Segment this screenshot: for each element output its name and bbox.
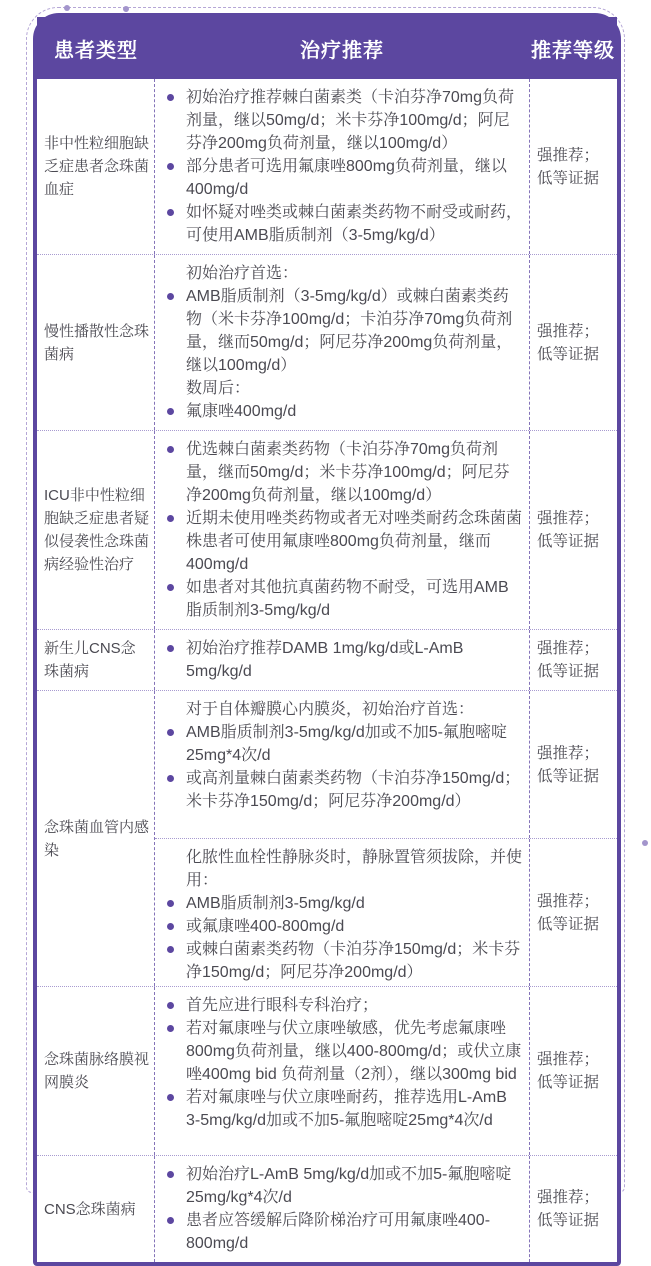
treatment-bullet-item: AMB脂质制剂（3-5mg/kg/d）或棘白菌素类药物（米卡芬净100mg/d；卡泊芬净70mg负荷剂量，继而50mg/d；阿尼芬净200mg负荷剂量，继以100mg/d） — [163, 285, 523, 377]
treatment-cell — [155, 431, 529, 629]
treatment-subrow — [155, 691, 617, 838]
treatment-subrow — [155, 79, 617, 254]
treatment-subrow — [155, 255, 617, 430]
treatment-subrows — [155, 691, 617, 986]
patient-type-label: 非中性粒细胞缺乏症患者念珠菌血症 — [44, 135, 150, 198]
grade-text: 强推荐； — [537, 510, 600, 527]
frame-bead-dot — [64, 5, 70, 11]
table-row — [37, 254, 617, 430]
treatment-bullet-item: 优选棘白菌素类药物（卡泊芬净70mg负荷剂量，继而50mg/d；米卡芬净100mg/d；阿尼芬净200mg负荷剂量，继以100mg/d） — [163, 438, 523, 507]
treatment-subrow — [155, 1156, 617, 1262]
treatment-recommendation-table — [33, 13, 621, 1266]
grade-cell — [529, 79, 617, 254]
treatment-subrows — [155, 630, 617, 690]
treatment-lead-line: 数周后： — [186, 380, 251, 397]
treatment-bullet-item: AMB脂质制剂3-5mg/kg/d加或不加5-氟胞嘧啶25mg*4次/d — [163, 721, 523, 767]
grade-text: 强推荐； — [537, 892, 600, 910]
treatment-subrow — [155, 987, 617, 1155]
grade-cell — [529, 987, 617, 1155]
treatment-subrows — [155, 987, 617, 1155]
treatment-bullet-item: 初始治疗推荐棘白菌素类（卡泊芬净70mg负荷剂量，继以50mg/d；米卡芬净100mg/d；阿尼芬净200mg负荷剂量，继以100mg/d） — [163, 86, 523, 155]
treatment-bullet-item: 氟康唑400mg/d — [163, 400, 523, 423]
header-patient-type: 患者类型 — [54, 39, 138, 62]
treatment-bullet-item: AMB脂质制剂3-5mg/kg/d — [163, 892, 523, 915]
grade-cell — [529, 431, 617, 629]
treatment-bullet-item: 初始治疗L-AmB 5mg/kg/d加或不加5-氟胞嘧啶25mg/kg*4次/d — [163, 1163, 523, 1209]
treatment-bullet-item: 部分患者可选用氟康唑800mg负荷剂量，继以400mg/d — [163, 155, 523, 201]
table-header-row — [37, 17, 617, 79]
grade-text: 低等证据 — [537, 533, 600, 550]
patient-type-label: 新生儿CNS念珠菌病 — [44, 640, 136, 680]
grade-text: 低等证据 — [537, 1212, 600, 1229]
treatment-subrows — [155, 79, 617, 254]
treatment-lead-line: 化脓性血栓性静脉炎时，静脉置管须拔除，并使用： — [186, 849, 523, 889]
grade-cell — [529, 255, 617, 430]
grade-cell — [529, 839, 617, 986]
patient-type-label: 念珠菌血管内感染 — [44, 818, 150, 859]
table-body — [37, 79, 617, 1262]
grade-text: 强推荐； — [537, 640, 600, 657]
treatment-subrow — [155, 838, 617, 986]
treatment-cell — [155, 79, 529, 254]
treatment-bullet-item: 若对氟康唑与伏立康唑耐药，推荐选用L-AmB 3-5mg/kg/d加或不加5-氟胞嘧啶25mg*4次/d — [163, 1086, 523, 1132]
treatment-bullet-item: 患者应答缓解后降阶梯治疗可用氟康唑400-800mg/d — [163, 1209, 523, 1255]
treatment-subrow — [155, 630, 617, 690]
grade-text: 低等证据 — [537, 663, 600, 680]
treatment-cell — [155, 630, 529, 690]
grade-cell — [529, 630, 617, 690]
patient-type-label: 慢性播散性念珠菌病 — [44, 322, 150, 363]
patient-type-label: ICU非中性粒细胞缺乏症患者疑似侵袭性念珠菌病经验性治疗 — [44, 487, 150, 573]
patient-type-cell — [37, 987, 155, 1155]
table-row — [37, 629, 617, 690]
grade-text: 强推荐； — [537, 1051, 600, 1068]
table-row — [37, 1155, 617, 1262]
treatment-subrows — [155, 431, 617, 629]
grade-text: 强推荐； — [537, 146, 600, 164]
treatment-lead-line: 初始治疗首选： — [186, 265, 299, 282]
treatment-cell — [155, 839, 529, 986]
patient-type-cell — [37, 79, 155, 254]
grade-text: 低等证据 — [537, 345, 600, 363]
table-row — [37, 986, 617, 1155]
table-row — [37, 79, 617, 254]
header-treatment-recommendation: 治疗推荐 — [300, 39, 384, 62]
grade-text: 强推荐； — [537, 1189, 600, 1206]
treatment-cell — [155, 255, 529, 430]
grade-text: 低等证据 — [537, 915, 600, 933]
patient-type-label: CNS念珠菌病 — [44, 1200, 136, 1218]
grade-text: 强推荐； — [537, 744, 600, 762]
grade-text: 强推荐； — [537, 322, 600, 340]
treatment-lead-line: 对于自体瓣膜心内膜炎，初始治疗首选： — [186, 701, 475, 718]
patient-type-cell — [37, 1156, 155, 1262]
grade-text: 低等证据 — [537, 169, 600, 187]
patient-type-cell — [37, 630, 155, 690]
treatment-bullet-item: 或棘白菌素类药物（卡泊芬净150mg/d；米卡芬净150mg/d；阿尼芬净200mg/d） — [163, 938, 523, 984]
grade-cell — [529, 1156, 617, 1262]
table-row — [37, 430, 617, 629]
treatment-subrow — [155, 431, 617, 629]
treatment-bullet-item: 如患者对其他抗真菌药物不耐受，可选用AMB脂质制剂3-5mg/kg/d — [163, 576, 523, 622]
treatment-bullet-item: 或氟康唑400-800mg/d — [163, 915, 523, 938]
treatment-cell — [155, 1156, 529, 1262]
treatment-bullet-item: 若对氟康唑与伏立康唑敏感，优先考虑氟康唑800mg负荷剂量，继以400-800mg/d；或伏立康唑400mg bid 负荷剂量（2剂），继以300mg bid — [163, 1017, 523, 1086]
grade-text: 低等证据 — [537, 767, 600, 785]
frame-bead-dot — [642, 840, 648, 846]
grade-cell — [529, 691, 617, 838]
patient-type-cell — [37, 691, 155, 986]
patient-type-cell — [37, 255, 155, 430]
treatment-subrows — [155, 255, 617, 430]
header-recommendation-grade: 推荐等级 — [531, 39, 615, 62]
treatment-bullet-item: 近期未使用唑类药物或者无对唑类耐药念珠菌菌株患者可使用氟康唑800mg负荷剂量，继而400mg/d — [163, 507, 523, 576]
treatment-cell — [155, 987, 529, 1155]
treatment-cell — [155, 691, 529, 838]
patient-type-label: 念珠菌脉络膜视网膜炎 — [44, 1051, 150, 1091]
treatment-subrows — [155, 1156, 617, 1262]
treatment-bullet-item: 或高剂量棘白菌素类药物（卡泊芬净150mg/d；米卡芬净150mg/d；阿尼芬净200mg/d） — [163, 767, 523, 813]
grade-text: 低等证据 — [537, 1074, 600, 1091]
treatment-bullet-item: 初始治疗推荐DAMB 1mg/kg/d或L-AmB 5mg/kg/d — [163, 637, 523, 683]
patient-type-cell — [37, 431, 155, 629]
frame-bead-dot — [123, 6, 129, 12]
treatment-bullet-item: 首先应进行眼科专科治疗； — [163, 994, 523, 1017]
table-row — [37, 690, 617, 986]
treatment-bullet-item: 如怀疑对唑类或棘白菌素类药物不耐受或耐药，可使用AMB脂质制剂（3-5mg/kg/d） — [163, 201, 523, 247]
